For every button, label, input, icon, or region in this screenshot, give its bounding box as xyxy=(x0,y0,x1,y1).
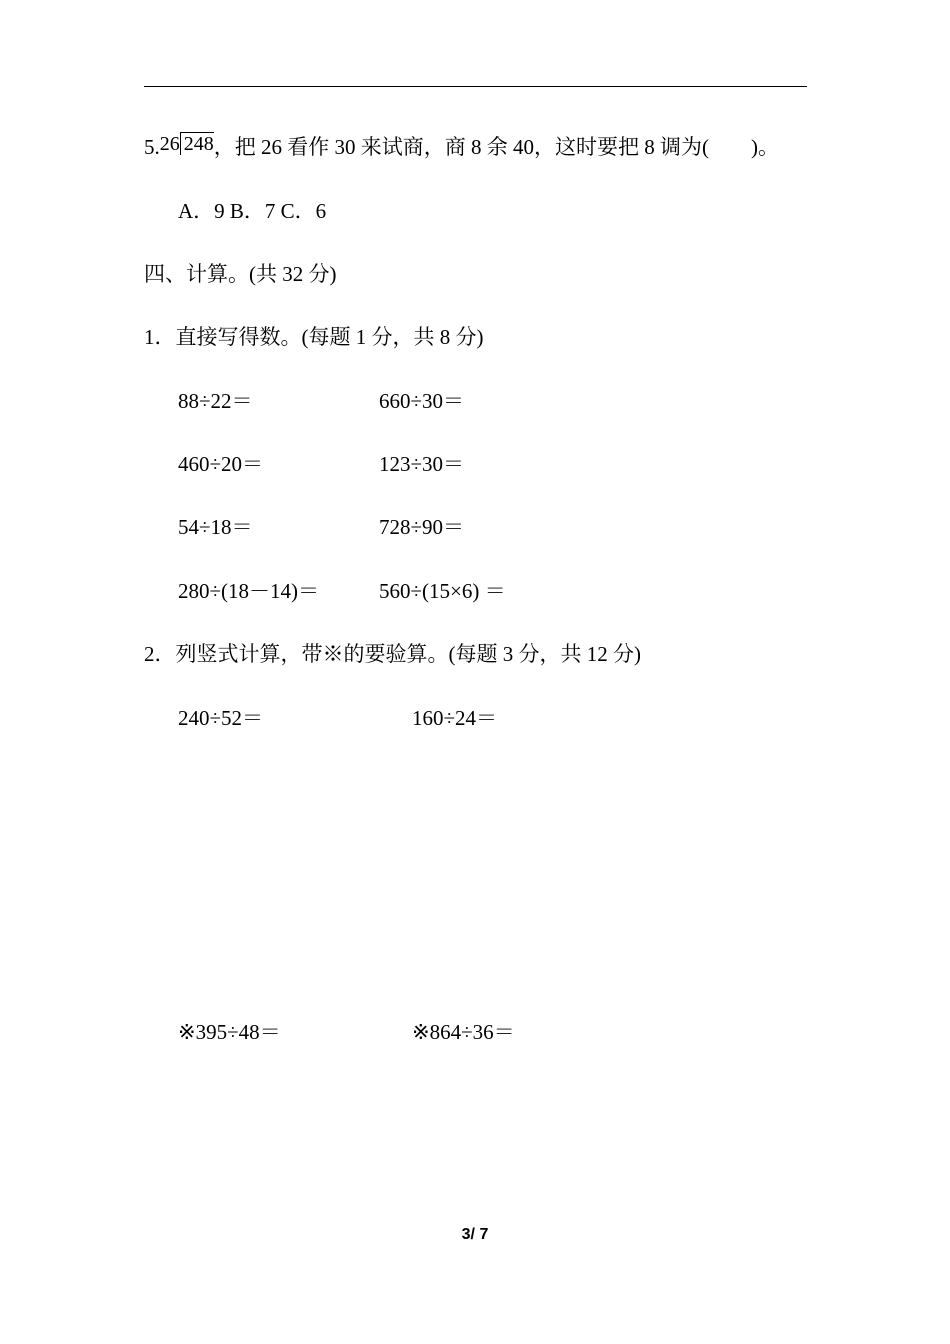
vertical-calc-item: ※395÷48＝ xyxy=(178,1020,281,1044)
long-division-symbol xyxy=(160,134,214,161)
oral-calc-item: 660÷30＝ xyxy=(379,389,465,413)
oral-calc-item: 123÷30＝ xyxy=(379,452,465,476)
oral-calc-item: 460÷20＝ xyxy=(178,452,264,476)
question-number: 5. xyxy=(144,135,160,159)
oral-calc-item: 280÷(18－14)＝ xyxy=(178,579,320,603)
oral-calc-item: 560÷(15×6) ＝ xyxy=(379,579,506,603)
part1-title: 1．直接写得数。(每题 1 分，共 8 分) xyxy=(144,325,484,349)
page-number: 3/ 7 xyxy=(461,1226,489,1243)
question-5 xyxy=(144,134,779,161)
header-rule xyxy=(144,86,807,87)
oral-calc-item: 54÷18＝ xyxy=(178,515,253,539)
vertical-calc-item: 240÷52＝ xyxy=(178,706,264,730)
question-5-options: A．9 B．7 C．6 xyxy=(178,199,327,223)
part2-title: 2．列竖式计算，带※的要验算。(每题 3 分，共 12 分) xyxy=(144,642,641,666)
section-title: 四、计算。(共 32 分) xyxy=(144,262,337,286)
divisor: 26 xyxy=(159,133,180,155)
oral-calc-item: 88÷22＝ xyxy=(178,389,253,413)
vertical-calc-item: ※864÷36＝ xyxy=(412,1020,515,1044)
vertical-calc-item: 160÷24＝ xyxy=(412,706,498,730)
question-text: ，把 26 看作 30 来试商，商 8 余 40，这时要把 8 调为( )。 xyxy=(213,135,779,159)
oral-calc-item: 728÷90＝ xyxy=(379,515,465,539)
dividend: 248 xyxy=(180,132,214,155)
